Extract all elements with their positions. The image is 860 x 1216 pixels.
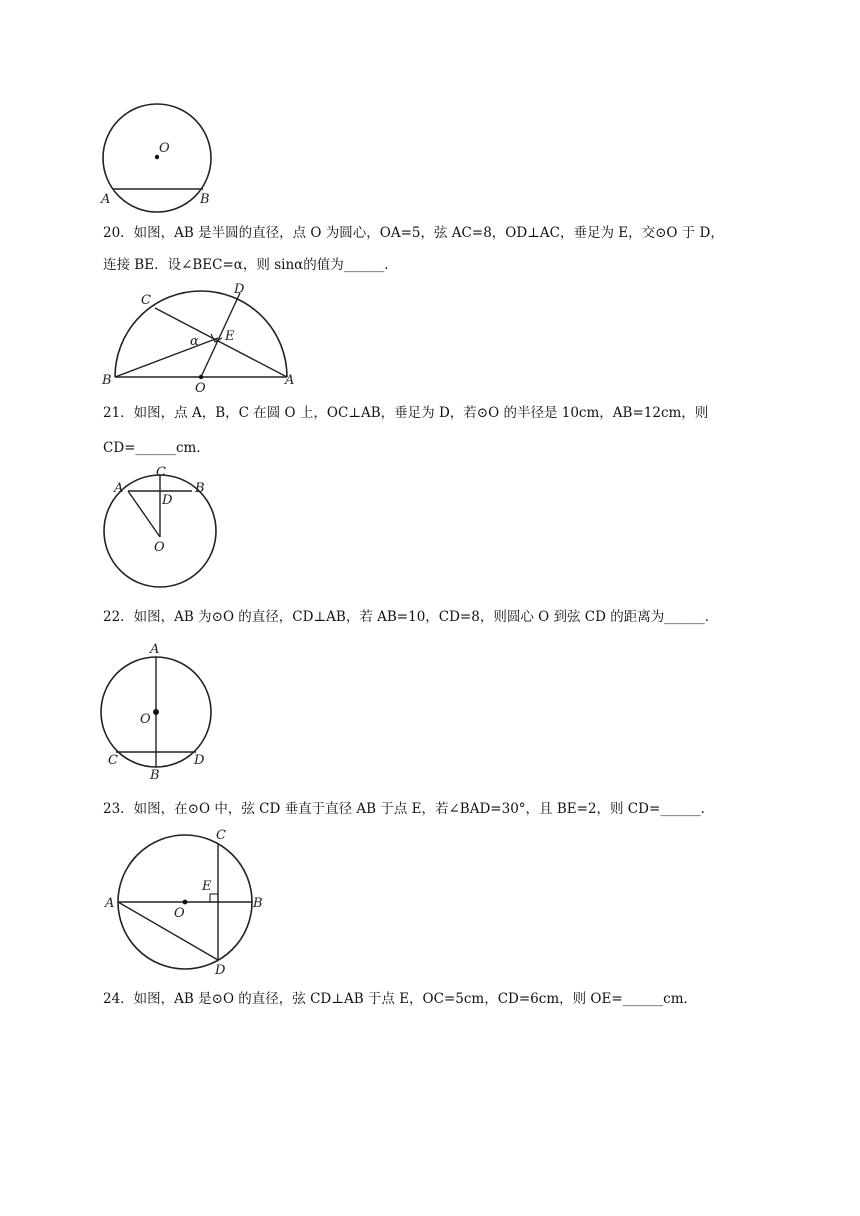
question-24 [103,990,697,1008]
label-o: O [174,906,185,921]
label-b: B [150,768,160,783]
question-21-line-1: 21．如图，点 A，B，C 在圆 O 上，OC⊥AB，垂足为 D，若⊙O 的半径是 10cm，AB=12cm，则 [103,405,709,421]
label-a: A [285,373,295,388]
right-angle-mark [210,894,218,902]
figure-circle-diameter-ab [100,638,225,783]
question-24-line-1: 24．如图，AB 是⊙O 的直径，弦 CD⊥AB 于点 E，OC=5cm，CD=6cm，则 OE=______cm． [103,991,698,1007]
label-alpha: α [190,334,199,349]
label-o: O [140,712,151,727]
segment-oa [128,491,160,537]
label-a: A [101,192,111,207]
label-a: A [150,642,160,657]
question-21-line-2: CD=______cm． [103,440,210,456]
question-20 [103,224,724,274]
question-22 [103,608,718,626]
center-point [183,900,188,905]
label-d: D [234,282,245,297]
question-20-line-1: 20．如图，AB 是半圆的直径，点 O 为圆心，OA=5，弦 AC=8，OD⊥AC，垂足为 E，交⊙O 于 D， [103,225,724,241]
label-o: O [154,540,165,555]
label-b: B [200,192,210,207]
label-b: B [195,481,205,496]
label-d: D [162,493,173,508]
figure-circle-oc-ab [100,462,230,602]
label-a: A [105,896,115,911]
label-c: C [156,465,166,480]
label-c: C [141,293,151,308]
question-20-line-2: 连接 BE．设∠BEC=α，则 sinα的值为______． [103,257,398,273]
question-23 [103,800,714,818]
center-point [199,375,203,379]
label-b: B [253,896,263,911]
figure-circle-chord-ab [95,98,225,218]
label-d: D [215,963,226,978]
label-c: C [216,828,226,843]
figure-circle-chord-cd [100,826,275,976]
label-c: C [108,753,118,768]
label-e: E [202,879,212,894]
segment-ad [118,902,218,960]
question-23-line-1: 23．如图，在⊙O 中，弦 CD 垂直于直径 AB 于点 E，若∠BAD=30°，且 BE=2，则 CD=______． [103,801,715,817]
label-o: O [195,381,206,396]
label-a: A [114,481,124,496]
figure-semicircle [98,280,308,396]
label-o: O [159,141,170,156]
segment-be [115,338,218,377]
center-point [153,709,159,715]
label-d: D [194,753,205,768]
question-22-line-1: 22．如图，AB 为⊙O 的直径，CD⊥AB，若 AB=10，CD=8，则圆心 O 到弦 CD 的距离为______． [103,609,719,625]
label-b: B [102,373,112,388]
question-21 [103,404,708,457]
chord-ac [155,308,287,377]
label-e: E [225,329,235,344]
